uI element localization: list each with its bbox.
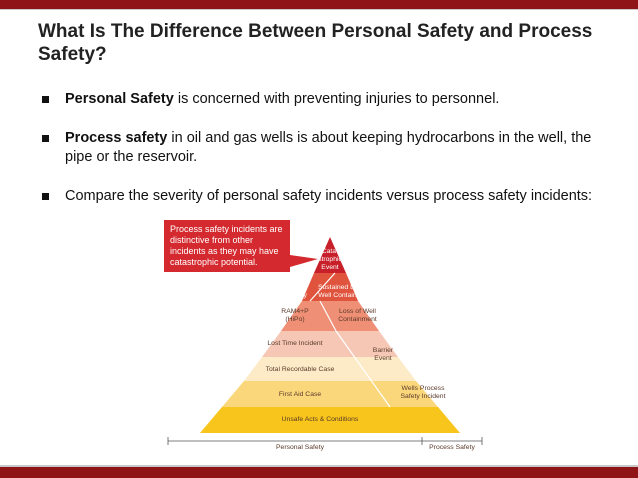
axis-label-process-safety: Process Safety xyxy=(429,444,475,451)
slide-title: What Is The Difference Between Personal Safety and Process Safety? xyxy=(38,21,593,65)
square-bullet-icon xyxy=(42,193,49,200)
bullet-bold-text: Personal Safety xyxy=(65,91,174,107)
square-bullet-icon xyxy=(42,96,49,103)
label-loss-well: Loss of Well Containment xyxy=(338,308,377,323)
bullet-bold-text: Process safety xyxy=(65,130,168,146)
safety-pyramid-diagram xyxy=(160,215,500,460)
bullet-list xyxy=(38,90,613,226)
label-catastrophic: Cata- strophic Event xyxy=(318,248,342,271)
label-first-aid: First Aid Case xyxy=(278,391,322,398)
label-fatality: Fatality xyxy=(285,292,307,299)
callout-box: Process safety incidents are distinctive from other incidents as they may have catastrophic potential. xyxy=(164,220,290,272)
label-barrier: Barrier Event xyxy=(372,347,394,362)
bottom-accent-bar xyxy=(0,467,638,478)
label-wells-process: Wells Process Safety Incident xyxy=(400,385,446,400)
bullet-personal-safety xyxy=(38,90,613,109)
bullet-text: is concerned with preventing injuries to personnel. xyxy=(173,91,500,107)
bullet-text: in oil and gas wells is about keeping hydrocarbons in the well, the pipe or the reservoir. xyxy=(65,130,592,165)
label-sustained-loss: Sustained Loss of Well Containment xyxy=(317,284,373,299)
label-recordable: Total Recordable Case xyxy=(265,366,335,373)
bullet-process-safety xyxy=(38,129,613,167)
label-ram4p: RAM4+P (HiPo) xyxy=(281,308,309,323)
bullet-compare xyxy=(38,187,613,206)
label-unsafe-acts: Unsafe Acts & Conditions xyxy=(281,416,359,423)
bullet-text: Compare the severity of personal safety incidents versus process safety incidents: xyxy=(65,188,593,204)
square-bullet-icon xyxy=(42,135,49,142)
axis-label-personal-safety: Personal Safety xyxy=(276,444,324,451)
top-accent-bar xyxy=(0,0,638,9)
label-lost-time: Lost Time Incident xyxy=(267,340,323,347)
